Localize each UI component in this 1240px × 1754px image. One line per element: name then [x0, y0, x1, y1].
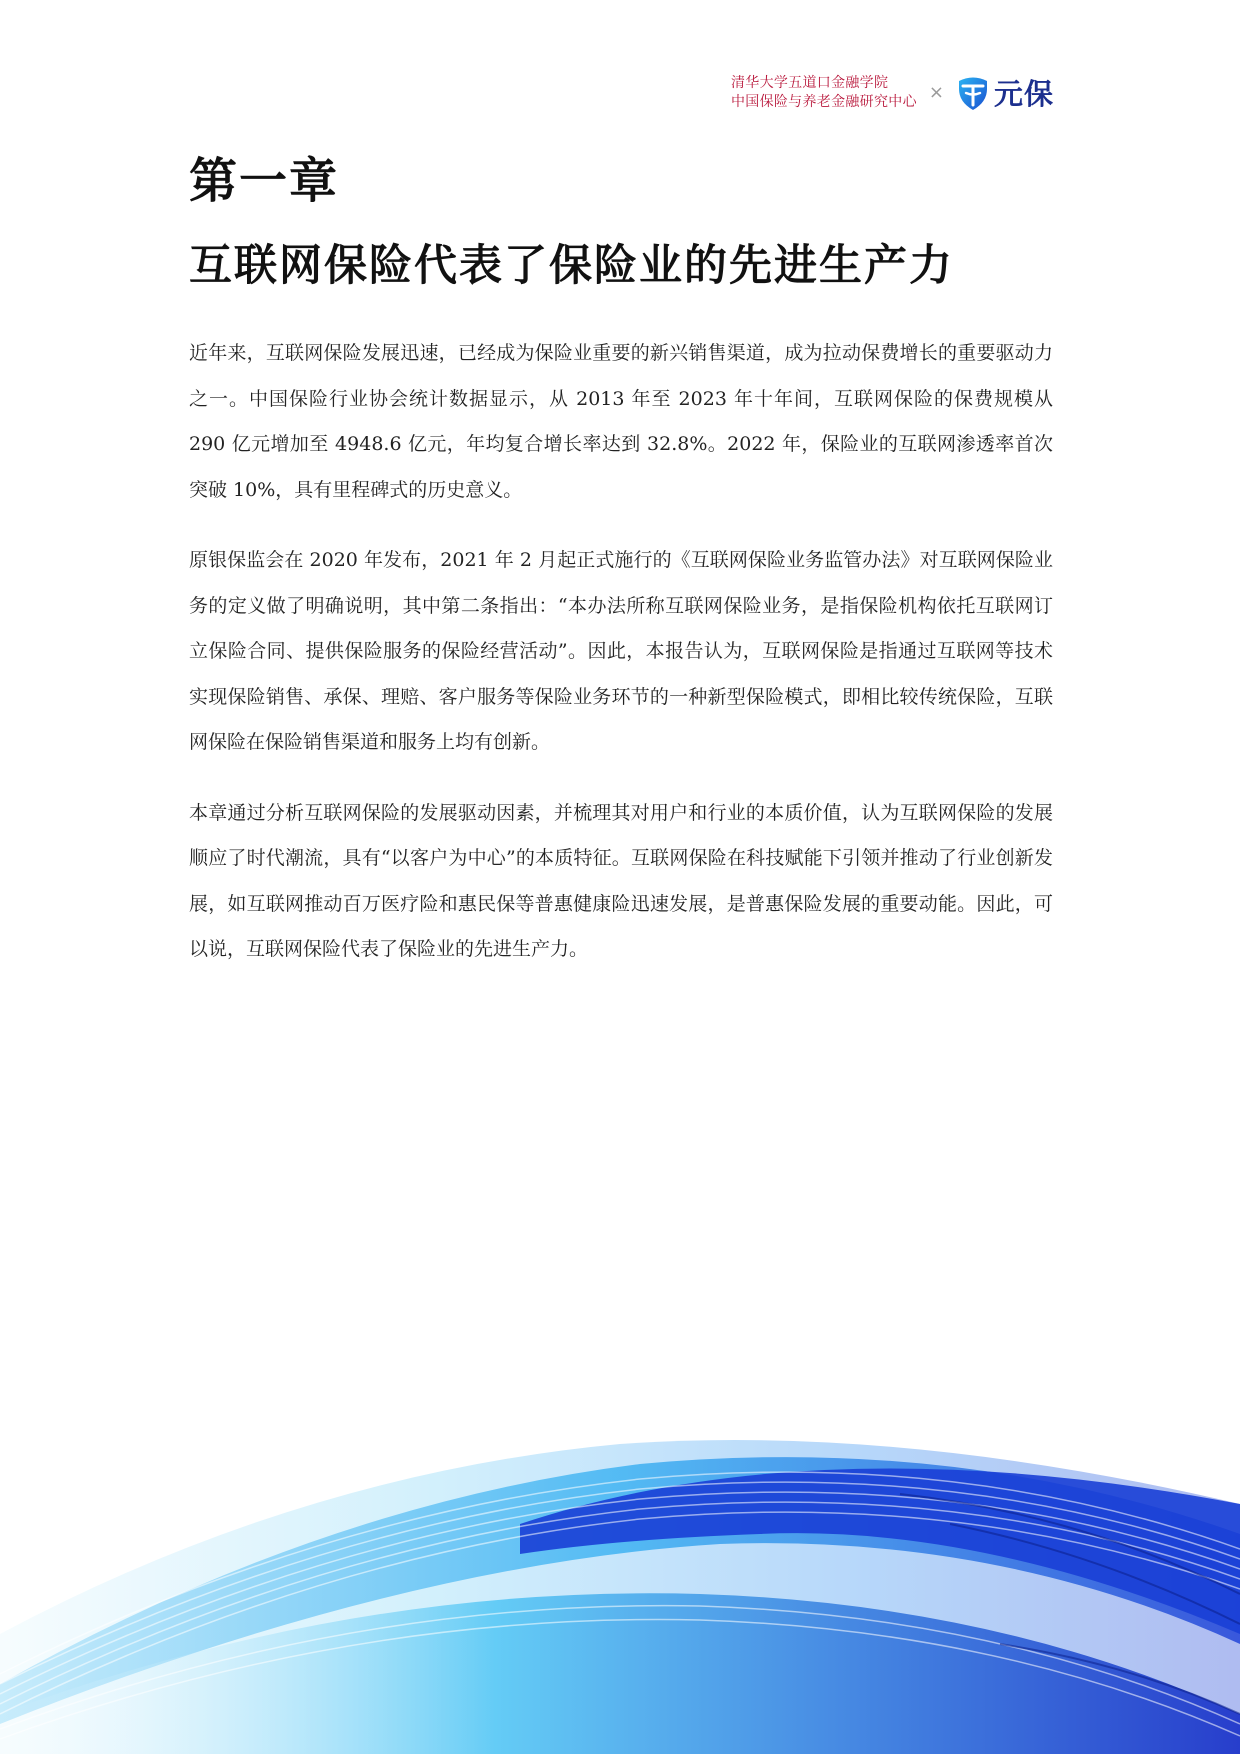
brand-name: 元保 [993, 77, 1054, 111]
paragraph-2: 原银保监会在 2020 年发布，2021 年 2 月起正式施行的《互联网保险业务监管办法》对互联网保险业务的定义做了明确说明，其中第二条指出：“本办法所称互联网保险业务，是指保险机构依托互联网订立保险合同、提供保险服务的保险经营活动”。因此，本报告认为，互联网保险是指通过互联网等技术实现保险销售、承保、理赔、客户服务等保险业务环节的一种新型保险模式，即相比较传统保险，互联网保险在保险销售渠道和服务上均有创新。 [189, 549, 1053, 753]
institution-line-2: 中国保险与养老金融研究中心 [730, 93, 917, 110]
decorative-wave-graphic [0, 1384, 1240, 1754]
brand-logo [956, 72, 1054, 113]
institution-logo-text [731, 74, 917, 112]
yuanbao-shield-logo-icon [956, 75, 990, 111]
paragraph-1: 近年来，互联网保险发展迅速，已经成为保险业重要的新兴销售渠道，成为拉动保费增长的重要驱动力之一。中国保险行业协会统计数据显示，从 2013 年至 2023 年十年间，互联网保险的保费规模从 290 亿元增加至 4948.6 亿元，年均复合增长率达到 32.8%。2022 年，保险业的互联网渗透率首次突破 10%，具有里程碑式的历史意义。 [189, 342, 1053, 501]
collaboration-separator: × [928, 82, 944, 103]
institution-line-1: 清华大学五道口金融学院 [730, 74, 889, 91]
paragraph-3: 本章通过分析互联网保险的发展驱动因素，并梳理其对用户和行业的本质价值，认为互联网保险的发展顺应了时代潮流，具有“以客户为中心”的本质特征。互联网保险在科技赋能下引领并推动了行业创新发展，如互联网推动百万医疗险和惠民保等普惠健康险迅速发展，是普惠保险发展的重要动能。因此，可以说，互联网保险代表了保险业的先进生产力。 [189, 801, 1053, 960]
chapter-label: 第一章 [189, 153, 340, 209]
chapter-body [189, 331, 1053, 998]
page-header [731, 72, 1054, 113]
chapter-title: 互联网保险代表了保险业的先进生产力 [189, 241, 954, 291]
